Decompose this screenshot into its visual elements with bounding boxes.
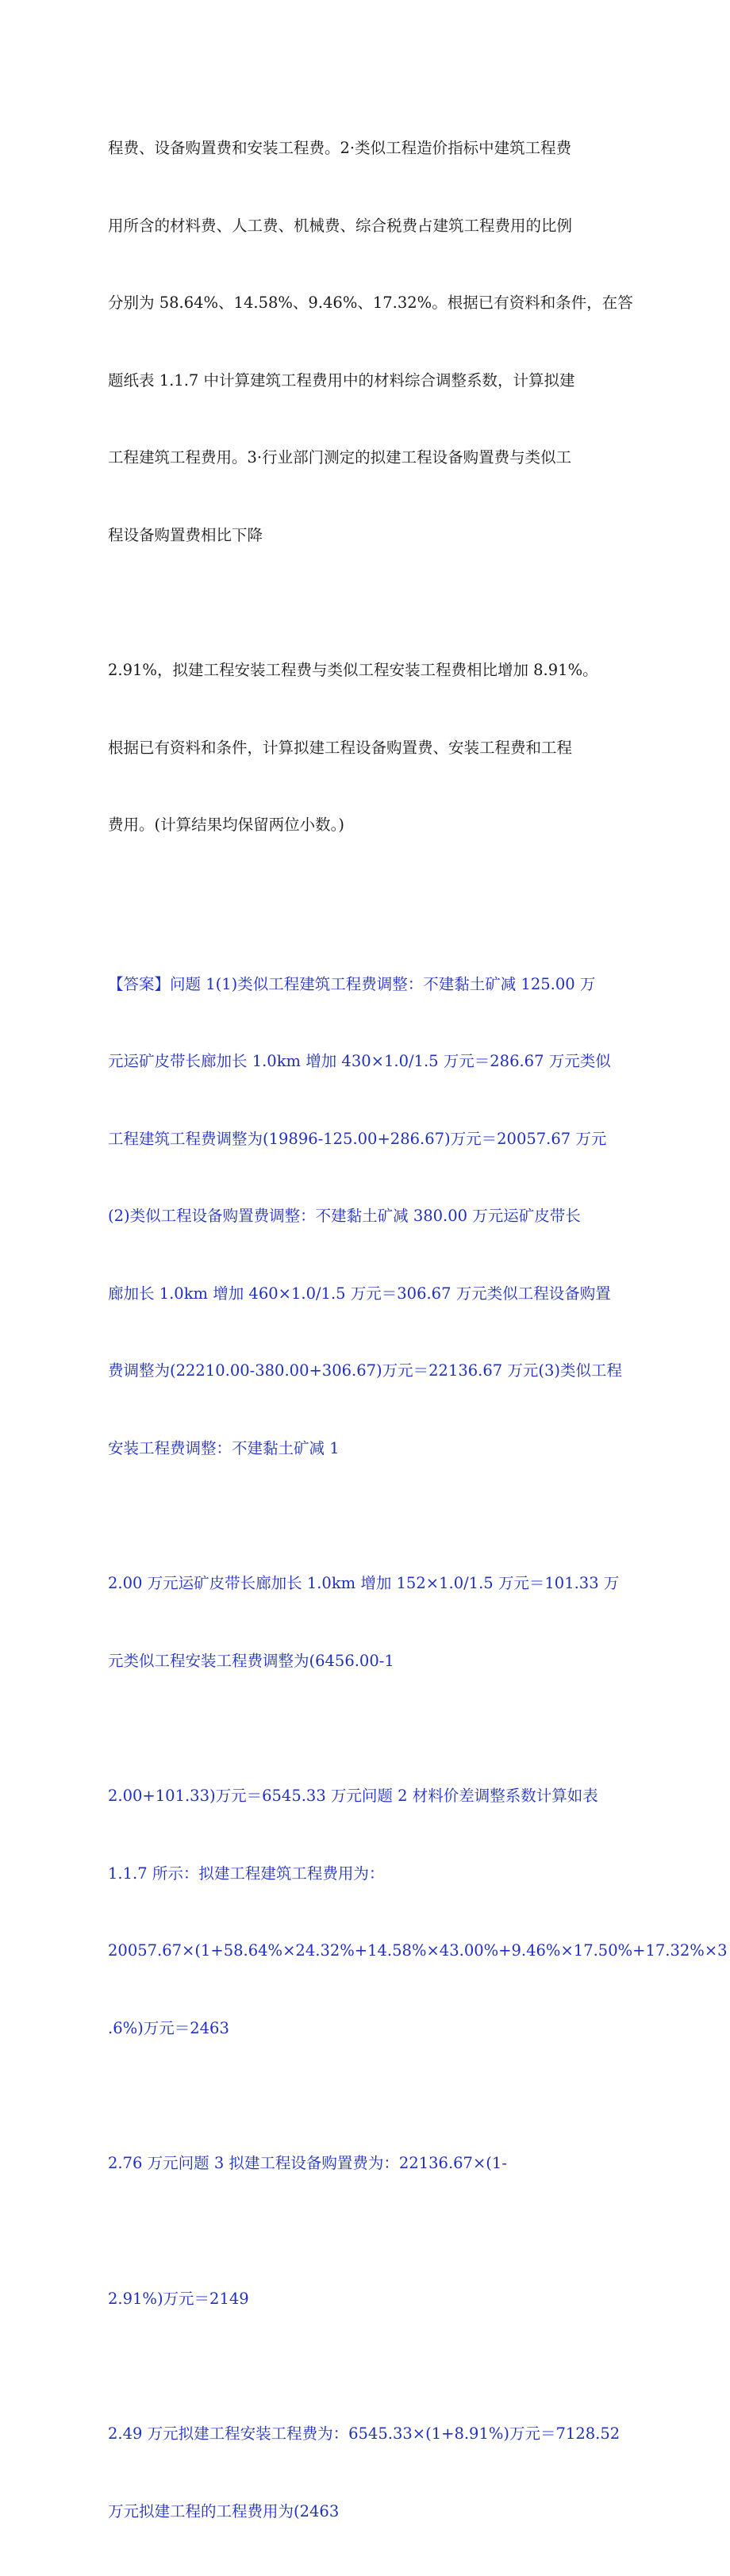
text-line: 题纸表 1.1.7 中计算建筑工程费用中的材料综合调整系数，计算拟建	[108, 368, 624, 394]
text-line: 费用。(计算结果均保留两位小数。)	[108, 812, 624, 839]
answer-paragraph-6	[108, 2370, 624, 2576]
question-paragraph-2	[108, 606, 624, 890]
text-line: 程费、设备购置费和安装工程费。2·类似工程造价指标中建筑工程费	[108, 136, 624, 162]
text-line: 费调整为(22210.00-380.00+306.67)万元＝22136.67 万元(3)类似工程	[108, 1358, 624, 1384]
text-line: 2.91%)万元＝2149	[108, 2286, 624, 2313]
text-line: 2.00+101.33)万元＝6545.33 万元问题 2 材料价差调整系数计算如表	[108, 1783, 624, 1810]
document-page	[108, 84, 624, 2576]
text-line: .6%)万元＝2463	[108, 2016, 624, 2042]
answer-paragraph-2	[108, 1519, 624, 1726]
text-line: 2.76 万元问题 3 拟建工程设备购置费为：22136.67×(1-	[108, 2151, 624, 2177]
text-line: 根据已有资料和条件，计算拟建工程设备购置费、安装工程费和工程	[108, 735, 624, 762]
text-line: (2)类似工程设备购置费调整：不建黏土矿减 380.00 万元运矿皮带长	[108, 1204, 624, 1230]
text-line: 【答案】问题 1(1)类似工程建筑工程费调整：不建黏土矿减 125.00 万	[108, 972, 624, 998]
text-line: 元运矿皮带长廊加长 1.0km 增加 430×1.0/1.5 万元＝286.67 万元类似	[108, 1049, 624, 1075]
question-paragraph-1	[108, 84, 624, 600]
text-line: 20057.67×(1+58.64%×24.32%+14.58%×43.00%+9.46%×17.50%+17.32%×3	[108, 1938, 624, 1964]
text-line: 程设备购置费相比下降	[108, 523, 624, 549]
text-line: 用所含的材料费、人工费、机械费、综合税费占建筑工程费用的比例	[108, 213, 624, 240]
answer-paragraph-5	[108, 2235, 624, 2364]
text-line: 2.49 万元拟建工程安装工程费为：6545.33×(1+8.91%)万元＝7128.52	[108, 2421, 624, 2447]
text-line: 工程建筑工程费调整为(19896-125.00+286.67)万元＝20057.67 万元	[108, 1127, 624, 1153]
text-line: 2.91%，拟建工程安装工程费与类似工程安装工程费相比增加 8.91%。	[108, 658, 624, 684]
text-line: 工程建筑工程费用。3·行业部门测定的拟建工程设备购置费与类似工	[108, 445, 624, 471]
answer-paragraph-3	[108, 1732, 624, 2093]
text-line: 廊加长 1.0km 增加 460×1.0/1.5 万元＝306.67 万元类似工程设备购置	[108, 1281, 624, 1307]
question-section	[108, 84, 624, 890]
answer-paragraph-1	[108, 920, 624, 1514]
text-line: 2.00 万元运矿皮带长廊加长 1.0km 增加 152×1.0/1.5 万元＝101.33 万	[108, 1571, 624, 1597]
answer-section	[108, 920, 624, 2576]
text-line: 元类似工程安装工程费调整为(6456.00-1	[108, 1649, 624, 1675]
text-line: 分别为 58.64%、14.58%、9.46%、17.32%。根据已有资料和条件，在答	[108, 290, 624, 317]
text-line: 1.1.7 所示：拟建工程建筑工程费用为：	[108, 1861, 624, 1887]
answer-paragraph-4	[108, 2099, 624, 2229]
text-line: 安装工程费调整：不建黏土矿减 1	[108, 1436, 624, 1462]
text-line: 万元拟建工程的工程费用为(2463	[108, 2499, 624, 2525]
